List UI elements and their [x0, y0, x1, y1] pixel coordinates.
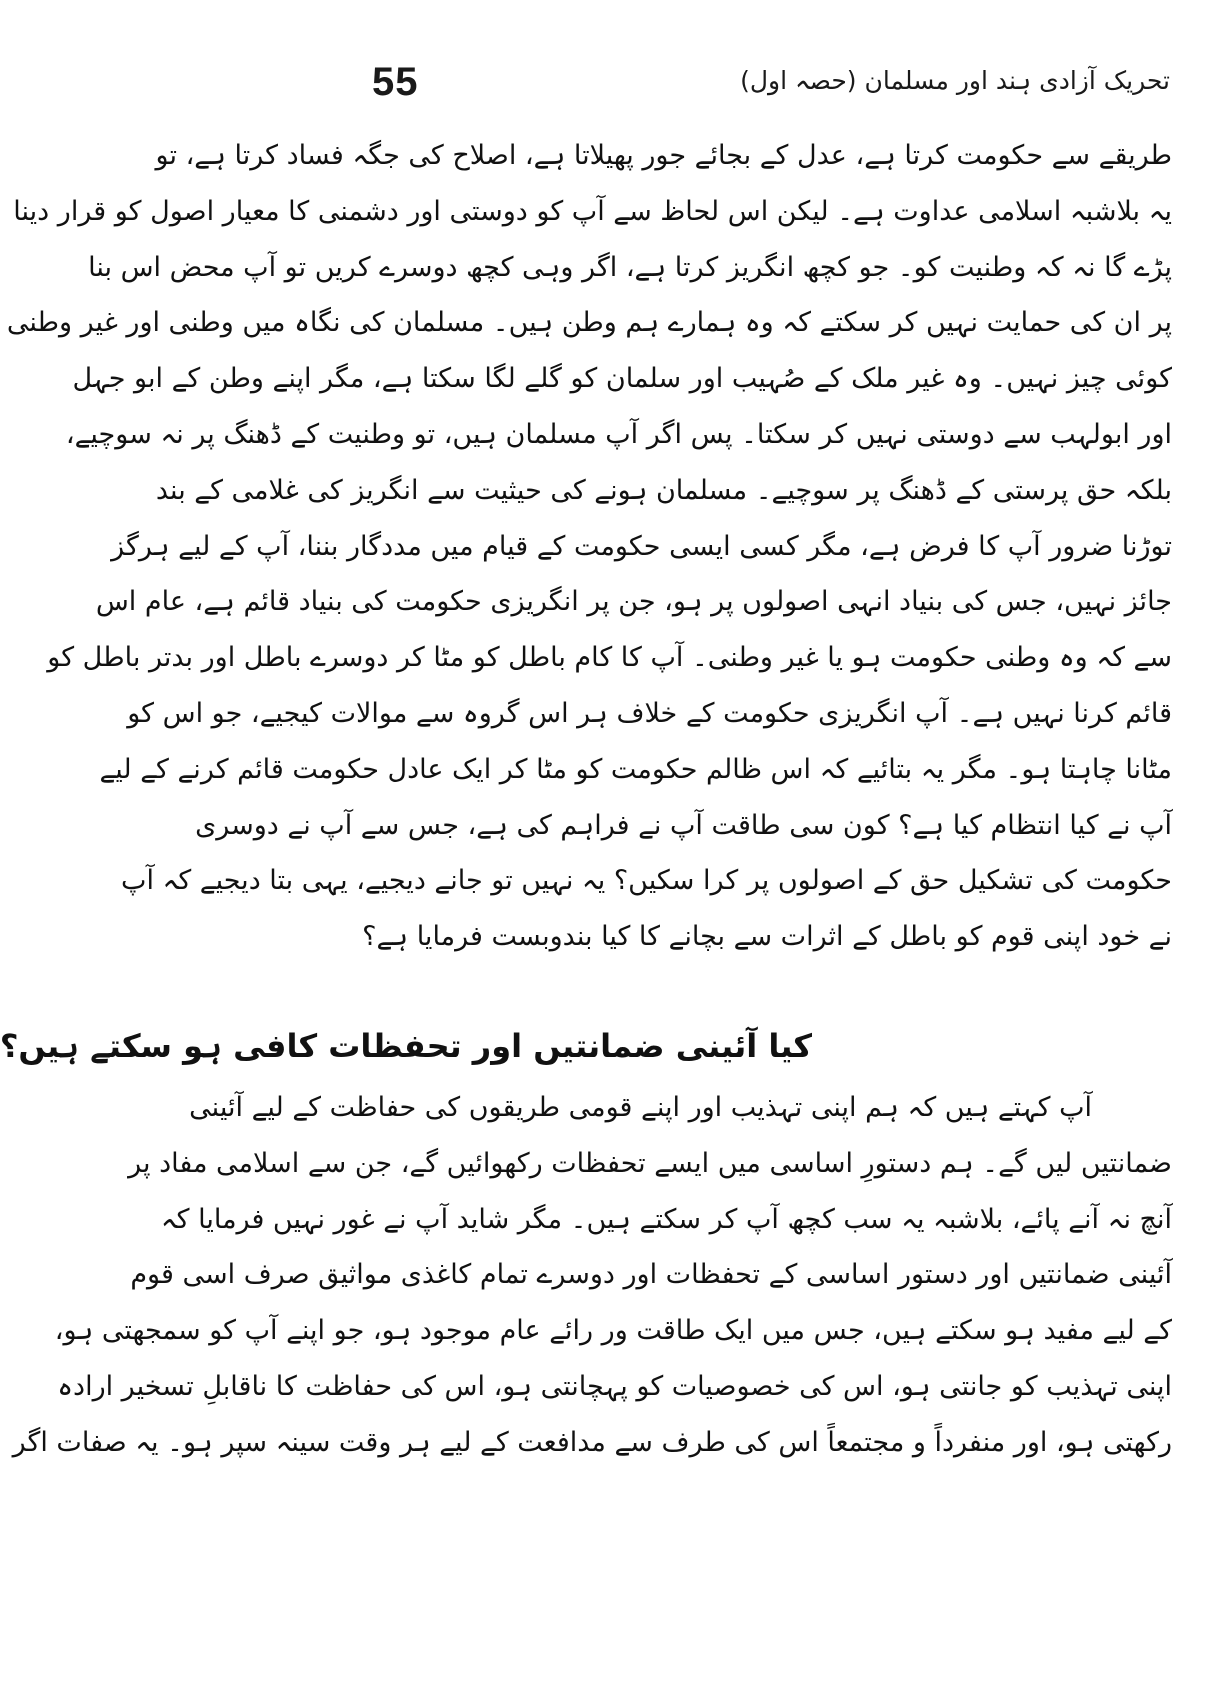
text-line: رکھتی ہو، اور منفرداً و مجتمعاً اس کی طرف سے مدافعت کے لیے ہر وقت سینہ سپر ہو۔ یہ صفات اگر — [12, 1426, 1172, 1458]
text-line: طریقے سے حکومت کرتا ہے، عدل کے بجائے جور پھیلاتا ہے، اصلاح کی جگہ فساد کرتا ہے، تو — [155, 140, 1172, 171]
text-line: آپ کہتے ہیں کہ ہم اپنی تہذیب اور اپنے قومی طریقوں کی حفاظت کے لیے آئینی — [189, 1092, 1092, 1123]
text-line: آئینی ضمانتیں اور دستور اساسی کے تحفظات اور دوسرے تمام کاغذی مواثیق صرف اسی قوم — [130, 1259, 1172, 1291]
text-line: پر ان کی حمایت نہیں کر سکتے کہ وہ ہمارے ہم وطن ہیں۔ مسلمان کی نگاہ میں وطنی اور غیر وطنی — [6, 307, 1172, 339]
page-number: 55 — [372, 60, 419, 104]
text-line: اپنی تہذیب کو جانتی ہو، اس کی خصوصیات کو پہچانتی ہو، اس کی حفاظت کا ناقابلِ تسخیر ارادہ — [57, 1370, 1172, 1402]
text-line: بلکہ حق پرستی کے ڈھنگ پر سوچیے۔ مسلمان ہونے کی حیثیت سے انگریز کی غلامی کے بند — [155, 474, 1172, 506]
text-line: قائم کرنا نہیں ہے۔ آپ انگریزی حکومت کے خلاف ہر اس گروہ سے موالات کیجیے، جو اس کو — [127, 697, 1172, 729]
text-line: اور ابولہب سے دوستی نہیں کر سکتا۔ پس اگر آپ مسلمان ہیں، تو وطنیت کے ڈھنگ پر نہ سوچیے، — [65, 418, 1172, 450]
text-line: مٹانا چاہتا ہو۔ مگر یہ بتائیے کہ اس ظالم حکومت کو مٹا کر ایک عادل حکومت قائم کرنے کے لیے — [99, 753, 1172, 785]
text-line: توڑنا ضرور آپ کا فرض ہے، مگر کسی ایسی حکومت کے قیام میں مددگار بننا، آپ کے لیے ہرگز — [111, 530, 1172, 562]
text-line: جائز نہیں، جس کی بنیاد انہی اصولوں پر ہو، جن پر انگریزی حکومت کی بنیاد قائم ہے، عام اس — [95, 586, 1172, 618]
paragraph-one — [6, 128, 1172, 965]
text-line: نے خود اپنی قوم کو باطل کے اثرات سے بچانے کا کیا بندوبست فرمایا ہے؟ — [362, 921, 1172, 953]
text-line: ضمانتیں لیں گے۔ ہم دستورِ اساسی میں ایسے تحفظات رکھوائیں گے، جن سے اسلامی مفاد پر — [128, 1147, 1172, 1179]
text-line: آپ نے کیا انتظام کیا ہے؟ کون سی طاقت آپ نے فراہم کی ہے، جس سے آپ نے دوسری — [195, 809, 1172, 841]
text-line: یہ بلاشبہ اسلامی عداوت ہے۔ لیکن اس لحاظ سے آپ کو دوستی اور دشمنی کا معیار اصول کو قرار دینا — [13, 195, 1172, 227]
text-line: حکومت کی تشکیل حق کے اصولوں پر کرا سکیں؟ یہ نہیں تو جانے دیجیے، یہی بتا دیجیے کہ آپ — [121, 865, 1172, 897]
text-line: پڑے گا نہ کہ وطنیت کو۔ جو کچھ انگریز کرتا ہے، اگر وہی کچھ دوسرے کریں تو آپ محض اس بنا — [88, 251, 1172, 283]
text-line: کوئی چیز نہیں۔ وہ غیر ملک کے صُہیب اور سلمان کو گلے لگا سکتا ہے، مگر اپنے وطن کے ابو جہل — [72, 363, 1172, 395]
text-line: سے کہ وہ وطنی حکومت ہو یا غیر وطنی۔ آپ کا کام باطل کو مٹا کر دوسرے باطل اور بدتر باطل کو — [47, 642, 1172, 674]
text-line: کے لیے مفید ہو سکتے ہیں، جس میں ایک طاقت ور رائے عام موجود ہو، جو اپنے آپ کو سمجھتی ہو، — [54, 1315, 1172, 1347]
running-head: تحریک آزادی ہند اور مسلمان (حصہ اول) — [740, 66, 1170, 95]
section-heading: کیا آئینی ضمانتیں اور تحفظات کافی ہو سکتے ہیں؟ — [0, 1027, 812, 1065]
text-line: آنچ نہ آنے پائے، بلاشبہ یہ سب کچھ آپ کر سکتے ہیں۔ مگر شاید آپ نے غور نہیں فرمایا کہ — [160, 1203, 1172, 1235]
paragraph-two — [12, 1080, 1172, 1471]
